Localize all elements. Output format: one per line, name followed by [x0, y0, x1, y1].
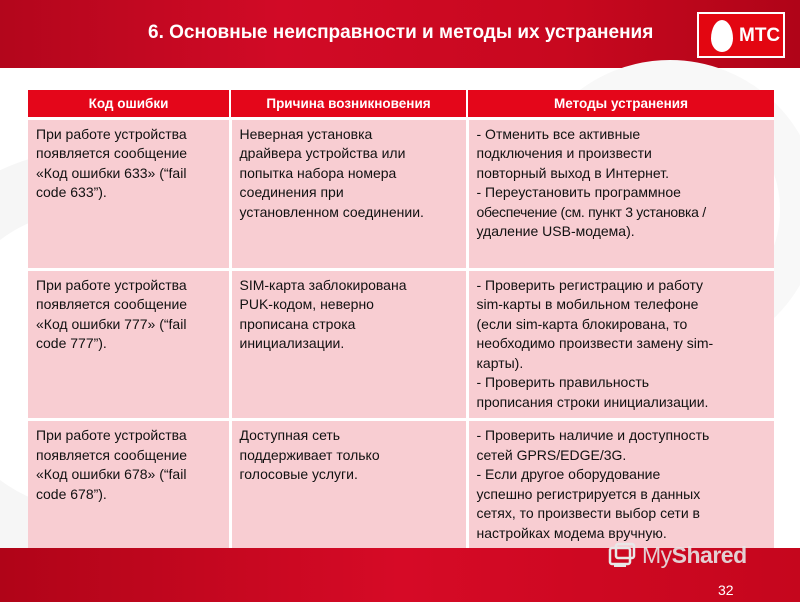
cell-line: попытка набора номера: [239, 164, 397, 181]
cause-cell: [230, 269, 467, 420]
cell-line: повторный выход в Интернет.: [476, 164, 669, 181]
cell-line: При работе устройства: [36, 427, 187, 443]
cell-line: code 633”).: [36, 184, 107, 200]
table-row: [28, 269, 774, 420]
watermark-text-part2: Shared: [671, 542, 747, 568]
myshared-logo-icon: [608, 542, 638, 568]
cell-line: Доступная сеть: [239, 427, 341, 443]
cell-line: драйвера устройства или: [239, 145, 406, 161]
fix-cell: [467, 420, 774, 550]
cell-line: - Проверить наличие и доступность: [476, 427, 710, 443]
cause-cell: [230, 118, 467, 269]
cell-line: соединения при: [239, 184, 344, 200]
page-number: 32: [718, 582, 734, 598]
cell-line: - Проверить правильность: [476, 374, 650, 390]
cell-line: PUK-кодом, неверно: [239, 296, 374, 312]
error-code-cell: [28, 118, 230, 269]
cell-line: сетей GPRS/EDGE/3G.: [476, 446, 627, 463]
cell-line: голосовые услуги.: [239, 466, 358, 482]
cell-line: обеспечение (см. пункт 3 установка /: [476, 203, 706, 220]
error-code-cell: [28, 420, 230, 550]
cell-line: - Переустановить программное: [476, 184, 681, 200]
watermark-text-part1: My: [642, 542, 672, 568]
table-row: [28, 118, 774, 269]
cell-line: появляется сообщение: [36, 296, 188, 312]
cell-line: настройках модема вручную.: [476, 524, 667, 541]
cell-line: инициализации.: [239, 335, 345, 351]
cell-line: необходимо произвести замену sim-: [476, 335, 714, 351]
cell-line: При работе устройства: [36, 276, 187, 293]
cell-line: - Если другое оборудование: [476, 466, 661, 482]
cell-line: (если sim-карта блокирована, то: [476, 315, 688, 332]
mts-logo: [697, 12, 785, 58]
cell-line: удаление USB-модема).: [476, 223, 635, 239]
cell-line: code 777”).: [36, 335, 107, 351]
cell-line: - Отменить все активные: [476, 125, 641, 142]
cell-line: поддерживает только: [239, 446, 380, 463]
mts-egg-logo-icon: [711, 20, 733, 52]
cell-line: «Код ошибки 633» (“fail: [36, 164, 187, 181]
error-code-cell: [28, 269, 230, 420]
watermark-text: [642, 542, 747, 569]
slide-title: 6. Основные неисправности и методы их устранения: [148, 22, 654, 43]
header-cause: Причина возникновения: [230, 90, 467, 118]
header-error-code: Код ошибки: [28, 90, 230, 118]
cell-line: сетях, то произвести выбор сети в: [476, 505, 700, 521]
cell-line: появляется сообщение: [36, 446, 188, 463]
fix-cell: [467, 269, 774, 420]
cell-line: появляется сообщение: [36, 145, 188, 161]
cell-line: «Код ошибки 777» (“fail: [36, 315, 187, 332]
error-table: [28, 90, 774, 550]
mts-logo-text: МТС: [739, 25, 781, 46]
cell-line: «Код ошибки 678» (“fail: [36, 466, 187, 482]
header-fix-methods: Методы устранения: [467, 90, 774, 118]
cell-line: прописания строки инициализации.: [476, 393, 709, 410]
cell-line: подключения и произвести: [476, 145, 652, 161]
cause-cell: [230, 420, 467, 550]
cell-line: прописана строка: [239, 315, 356, 332]
table-header-row: [28, 90, 774, 118]
cell-line: - Проверить регистрацию и работу: [476, 276, 704, 293]
cell-line: code 678”).: [36, 485, 107, 502]
cell-line: установленном соединении.: [239, 203, 424, 220]
cell-line: Неверная установка: [239, 125, 373, 142]
cell-line: SIM-карта заблокирована: [239, 276, 407, 293]
cell-line: карты).: [476, 354, 524, 371]
fix-cell: [467, 118, 774, 269]
cell-line: успешно регистрируется в данных: [476, 485, 701, 502]
table-row: [28, 420, 774, 550]
myshared-watermark[interactable]: [608, 540, 768, 572]
cell-line: При работе устройства: [36, 125, 187, 142]
cell-line: sim-карты в мобильном телефоне: [476, 296, 699, 312]
